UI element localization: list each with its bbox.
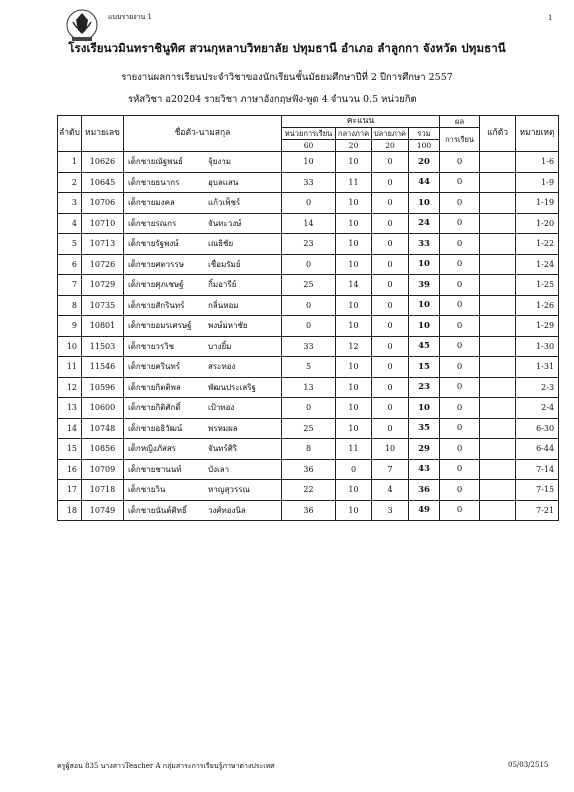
result-grade: 0	[440, 213, 480, 234]
header-unit: หน่วยการเรียน	[282, 128, 336, 140]
first-name: เด็กชายวรวิช	[128, 341, 175, 351]
student-name	[124, 398, 282, 419]
student-id: 10713	[82, 234, 124, 255]
student-name	[124, 459, 282, 480]
score-final: 7	[372, 459, 409, 480]
score-total: 49	[409, 500, 440, 521]
row-number: 3	[58, 193, 82, 214]
result-grade: 0	[440, 316, 480, 337]
remark-cell: 1-31	[516, 357, 559, 378]
score-midterm: 10	[336, 377, 372, 398]
score-midterm: 10	[336, 500, 372, 521]
score-midterm: 10	[336, 357, 372, 378]
first-name: เด็กชายศุภเชษฐ์	[128, 280, 184, 290]
student-id: 10748	[82, 418, 124, 439]
score-unit: 36	[282, 459, 336, 480]
remark-cell: 1-26	[516, 295, 559, 316]
score-unit: 33	[282, 336, 336, 357]
score-midterm: 10	[336, 398, 372, 419]
remedial-grade	[480, 275, 516, 296]
header-final-max: 20	[372, 140, 409, 152]
remark-cell: 2-4	[516, 398, 559, 419]
student-name	[124, 336, 282, 357]
subject-info: รหัสวิชา อ20204 รายวิชา ภาษาอังกฤษฟัง-พูด 4 จำนวน 0.5 หน่วยกิต	[128, 94, 417, 105]
score-final: 3	[372, 500, 409, 521]
student-id: 10749	[82, 500, 124, 521]
score-total: 10	[409, 398, 440, 419]
print-date: 05/03/2515	[508, 761, 549, 769]
student-name	[124, 377, 282, 398]
remark-cell: 1-30	[516, 336, 559, 357]
table-row	[58, 254, 559, 275]
score-midterm: 10	[336, 316, 372, 337]
header-no: ลำดับ	[58, 116, 82, 152]
remedial-grade	[480, 172, 516, 193]
page-number: 1	[548, 14, 553, 22]
score-final: 0	[372, 234, 409, 255]
student-name	[124, 234, 282, 255]
grades-table	[57, 115, 559, 521]
student-id: 10645	[82, 172, 124, 193]
result-grade: 0	[440, 377, 480, 398]
first-name: เด็กชายอธิวัฒน์	[128, 423, 183, 433]
student-name	[124, 418, 282, 439]
table-row	[58, 418, 559, 439]
student-name	[124, 480, 282, 501]
table-row	[58, 357, 559, 378]
row-number: 16	[58, 459, 82, 480]
student-id: 10706	[82, 193, 124, 214]
student-id: 10718	[82, 480, 124, 501]
remedial-grade	[480, 336, 516, 357]
score-midterm: 10	[336, 254, 372, 275]
first-name: เด็กชายอมรเศรษฐ์	[128, 321, 192, 331]
remark-cell: 1-9	[516, 172, 559, 193]
student-name	[124, 295, 282, 316]
student-name	[124, 152, 282, 173]
result-grade: 0	[440, 254, 480, 275]
last-name: จุ้ยงาม	[208, 157, 232, 167]
score-midterm: 11	[336, 172, 372, 193]
last-name: บังเลา	[208, 464, 230, 474]
report-title: รายงานผลการเรียนประจำวิชาของนักเรียนชั้นมัธยมศึกษาปีที่ 2 ปีการศึกษา 2557	[121, 72, 453, 83]
score-total: 24	[409, 213, 440, 234]
score-midterm: 10	[336, 234, 372, 255]
table-row	[58, 459, 559, 480]
score-total: 33	[409, 234, 440, 255]
row-number: 7	[58, 275, 82, 296]
score-unit: 13	[282, 377, 336, 398]
first-name: เด็กชายครินทร์	[128, 362, 181, 372]
score-midterm: 10	[336, 152, 372, 173]
table-row	[58, 152, 559, 173]
first-name: เด็กชายกิตติพล	[128, 382, 181, 392]
student-name	[124, 254, 282, 275]
header-mid: กลางภาค	[336, 128, 372, 140]
score-total: 39	[409, 275, 440, 296]
score-midterm: 14	[336, 275, 372, 296]
score-final: 0	[372, 295, 409, 316]
last-name: พงษ์มหาชัย	[208, 321, 248, 331]
table-row	[58, 316, 559, 337]
student-id: 10709	[82, 459, 124, 480]
score-final: 0	[372, 316, 409, 337]
remedial-grade	[480, 152, 516, 173]
result-grade: 0	[440, 172, 480, 193]
remark-cell: 6-30	[516, 418, 559, 439]
score-total: 23	[409, 377, 440, 398]
score-unit: 25	[282, 275, 336, 296]
header-unit-max: 60	[282, 140, 336, 152]
header-result: ผล	[440, 116, 480, 128]
score-unit: 36	[282, 500, 336, 521]
student-name	[124, 193, 282, 214]
remark-cell: 1-20	[516, 213, 559, 234]
score-total: 10	[409, 254, 440, 275]
header-total: รวม	[409, 128, 440, 140]
score-final: 0	[372, 336, 409, 357]
last-name: กิ้มอารีย์	[208, 280, 237, 290]
score-unit: 0	[282, 254, 336, 275]
remark-cell: 7-21	[516, 500, 559, 521]
last-name: เณธิชัย	[208, 239, 234, 249]
student-id: 10801	[82, 316, 124, 337]
student-id: 11546	[82, 357, 124, 378]
result-grade: 0	[440, 357, 480, 378]
last-name: แก้วเพ็ชร์	[208, 198, 241, 208]
result-grade: 0	[440, 275, 480, 296]
score-midterm: 10	[336, 295, 372, 316]
score-final: 0	[372, 418, 409, 439]
score-final: 0	[372, 172, 409, 193]
score-unit: 25	[282, 418, 336, 439]
score-final: 0	[372, 398, 409, 419]
score-total: 10	[409, 316, 440, 337]
table-row	[58, 275, 559, 296]
remark-cell: 1-6	[516, 152, 559, 173]
table-row	[58, 377, 559, 398]
first-name: เด็กชายกิติศักดิ์	[128, 403, 181, 413]
score-total: 44	[409, 172, 440, 193]
remedial-grade	[480, 193, 516, 214]
row-number: 1	[58, 152, 82, 173]
header-final: ปลายภาค	[372, 128, 409, 140]
last-name: กลิ่นหอม	[208, 300, 239, 310]
remark-cell: 1-25	[516, 275, 559, 296]
header-id: หมายเลข	[82, 116, 124, 152]
score-total: 15	[409, 357, 440, 378]
score-total: 35	[409, 418, 440, 439]
score-total: 20	[409, 152, 440, 173]
score-unit: 23	[282, 234, 336, 255]
row-number: 8	[58, 295, 82, 316]
score-midterm: 10	[336, 480, 372, 501]
score-unit: 0	[282, 398, 336, 419]
remedial-grade	[480, 295, 516, 316]
result-grade: 0	[440, 500, 480, 521]
row-number: 17	[58, 480, 82, 501]
table-row	[58, 193, 559, 214]
row-number: 6	[58, 254, 82, 275]
first-name: เด็กชายสักรินทร์	[128, 300, 185, 310]
result-grade: 0	[440, 234, 480, 255]
result-grade: 0	[440, 336, 480, 357]
last-name: พัฒนประเสริฐ	[208, 382, 256, 392]
table-row	[58, 295, 559, 316]
score-unit: 0	[282, 193, 336, 214]
form-label: แบบรายงาน 1	[108, 13, 153, 21]
first-name: เด็กชายมงคล	[128, 198, 175, 208]
score-total: 45	[409, 336, 440, 357]
score-unit: 33	[282, 172, 336, 193]
last-name: อุบลแสน	[208, 177, 239, 187]
score-midterm: 12	[336, 336, 372, 357]
score-total: 43	[409, 459, 440, 480]
student-id: 10856	[82, 439, 124, 460]
row-number: 9	[58, 316, 82, 337]
result-grade: 0	[440, 193, 480, 214]
remedial-grade	[480, 213, 516, 234]
row-number: 14	[58, 418, 82, 439]
student-id: 10710	[82, 213, 124, 234]
student-name	[124, 357, 282, 378]
row-number: 15	[58, 439, 82, 460]
last-name: วงศ์ทองนิล	[208, 505, 246, 515]
school-logo-icon	[64, 8, 100, 44]
student-id: 10600	[82, 398, 124, 419]
result-grade: 0	[440, 152, 480, 173]
score-final: 0	[372, 193, 409, 214]
score-unit: 10	[282, 152, 336, 173]
score-unit: 0	[282, 295, 336, 316]
first-name: เด็กชายนันต์ศิทธิ์	[128, 505, 187, 515]
score-midterm: 10	[336, 213, 372, 234]
header-result-2: การเรียน	[440, 128, 480, 152]
last-name: สระทอง	[208, 362, 236, 372]
last-name: จันทะวงษ์	[208, 218, 242, 228]
table-row	[58, 336, 559, 357]
student-name	[124, 439, 282, 460]
grades-body	[58, 152, 559, 521]
remedial-grade	[480, 418, 516, 439]
table-row	[58, 480, 559, 501]
remark-cell: 1-29	[516, 316, 559, 337]
remedial-grade	[480, 234, 516, 255]
header-name: ชื่อตัว-นามสกุล	[124, 116, 282, 152]
result-grade: 0	[440, 418, 480, 439]
student-id: 10729	[82, 275, 124, 296]
header-remark: หมายเหตุ	[516, 116, 559, 152]
score-midterm: 10	[336, 193, 372, 214]
teacher-footer: ครูผู้สอน 835 นางสาวTeacher A กลุ่มสาระการเรียนรู้ภาษาต่างประเทศ	[57, 762, 275, 770]
score-total: 10	[409, 193, 440, 214]
score-final: 0	[372, 275, 409, 296]
remark-cell: 2-3	[516, 377, 559, 398]
score-unit: 5	[282, 357, 336, 378]
result-grade: 0	[440, 439, 480, 460]
score-unit: 0	[282, 316, 336, 337]
last-name: เชื่อมรัมย์	[208, 259, 241, 269]
student-id: 10626	[82, 152, 124, 173]
score-final: 0	[372, 357, 409, 378]
last-name: หาญสุวรรณ	[208, 485, 250, 495]
first-name: เด็กชายรัฐพงษ์	[128, 239, 179, 249]
last-name: บางยิ้ม	[208, 341, 232, 351]
student-name	[124, 275, 282, 296]
score-midterm: 11	[336, 439, 372, 460]
score-total: 36	[409, 480, 440, 501]
score-midterm: 10	[336, 418, 372, 439]
student-name	[124, 500, 282, 521]
score-final: 0	[372, 377, 409, 398]
score-final: 0	[372, 254, 409, 275]
school-title: โรงเรียนวมินทราชินูทิศ สวนกุหลาบวิทยาลัย ปทุมธานี อำเภอ ลำลูกกา จังหวัด ปทุมธานี	[68, 41, 506, 55]
row-number: 18	[58, 500, 82, 521]
score-midterm: 0	[336, 459, 372, 480]
first-name: เด็กชายวิน	[128, 485, 166, 495]
score-total: 29	[409, 439, 440, 460]
student-id: 10596	[82, 377, 124, 398]
result-grade: 0	[440, 480, 480, 501]
table-row	[58, 500, 559, 521]
score-final: 4	[372, 480, 409, 501]
result-grade: 0	[440, 398, 480, 419]
score-final: 0	[372, 152, 409, 173]
student-id: 10735	[82, 295, 124, 316]
header-mid-max: 20	[336, 140, 372, 152]
score-unit: 22	[282, 480, 336, 501]
remark-cell: 1-22	[516, 234, 559, 255]
first-name: เด็กหญิงภัสสร	[128, 444, 177, 454]
remedial-grade	[480, 500, 516, 521]
student-name	[124, 213, 282, 234]
first-name: เด็กชายชานนท์	[128, 464, 182, 474]
first-name: เด็กชายณัฐพนธ์	[128, 157, 183, 167]
remedial-grade	[480, 316, 516, 337]
header-total-max: 100	[409, 140, 440, 152]
header-score-group: คะแนน	[282, 116, 440, 128]
row-number: 4	[58, 213, 82, 234]
remedial-grade	[480, 357, 516, 378]
remark-cell: 1-24	[516, 254, 559, 275]
remark-cell: 6-44	[516, 439, 559, 460]
row-number: 2	[58, 172, 82, 193]
last-name: จันทร์ศิริ	[208, 444, 238, 454]
score-unit: 8	[282, 439, 336, 460]
last-name: พรหมผล	[208, 423, 238, 433]
row-number: 5	[58, 234, 82, 255]
last-name: เป้าทอง	[208, 403, 235, 413]
first-name: เด็กชายศตวรรษ	[128, 259, 185, 269]
student-name	[124, 172, 282, 193]
first-name: เด็กชายรณกร	[128, 218, 177, 228]
table-row	[58, 234, 559, 255]
table-row	[58, 172, 559, 193]
header-fix: แก้ตัว	[480, 116, 516, 152]
student-id: 11503	[82, 336, 124, 357]
remedial-grade	[480, 398, 516, 419]
row-number: 11	[58, 357, 82, 378]
result-grade: 0	[440, 459, 480, 480]
remark-cell: 7-15	[516, 480, 559, 501]
row-number: 12	[58, 377, 82, 398]
remark-cell: 7-14	[516, 459, 559, 480]
remedial-grade	[480, 439, 516, 460]
first-name: เด็กชายธนากร	[128, 177, 180, 187]
remedial-grade	[480, 459, 516, 480]
score-unit: 14	[282, 213, 336, 234]
remedial-grade	[480, 254, 516, 275]
table-row	[58, 398, 559, 419]
row-number: 10	[58, 336, 82, 357]
table-row	[58, 439, 559, 460]
remedial-grade	[480, 480, 516, 501]
table-row	[58, 213, 559, 234]
remedial-grade	[480, 377, 516, 398]
score-total: 10	[409, 295, 440, 316]
student-name	[124, 316, 282, 337]
score-final: 10	[372, 439, 409, 460]
row-number: 13	[58, 398, 82, 419]
result-grade: 0	[440, 295, 480, 316]
student-id: 10726	[82, 254, 124, 275]
remark-cell: 1-19	[516, 193, 559, 214]
score-final: 0	[372, 213, 409, 234]
